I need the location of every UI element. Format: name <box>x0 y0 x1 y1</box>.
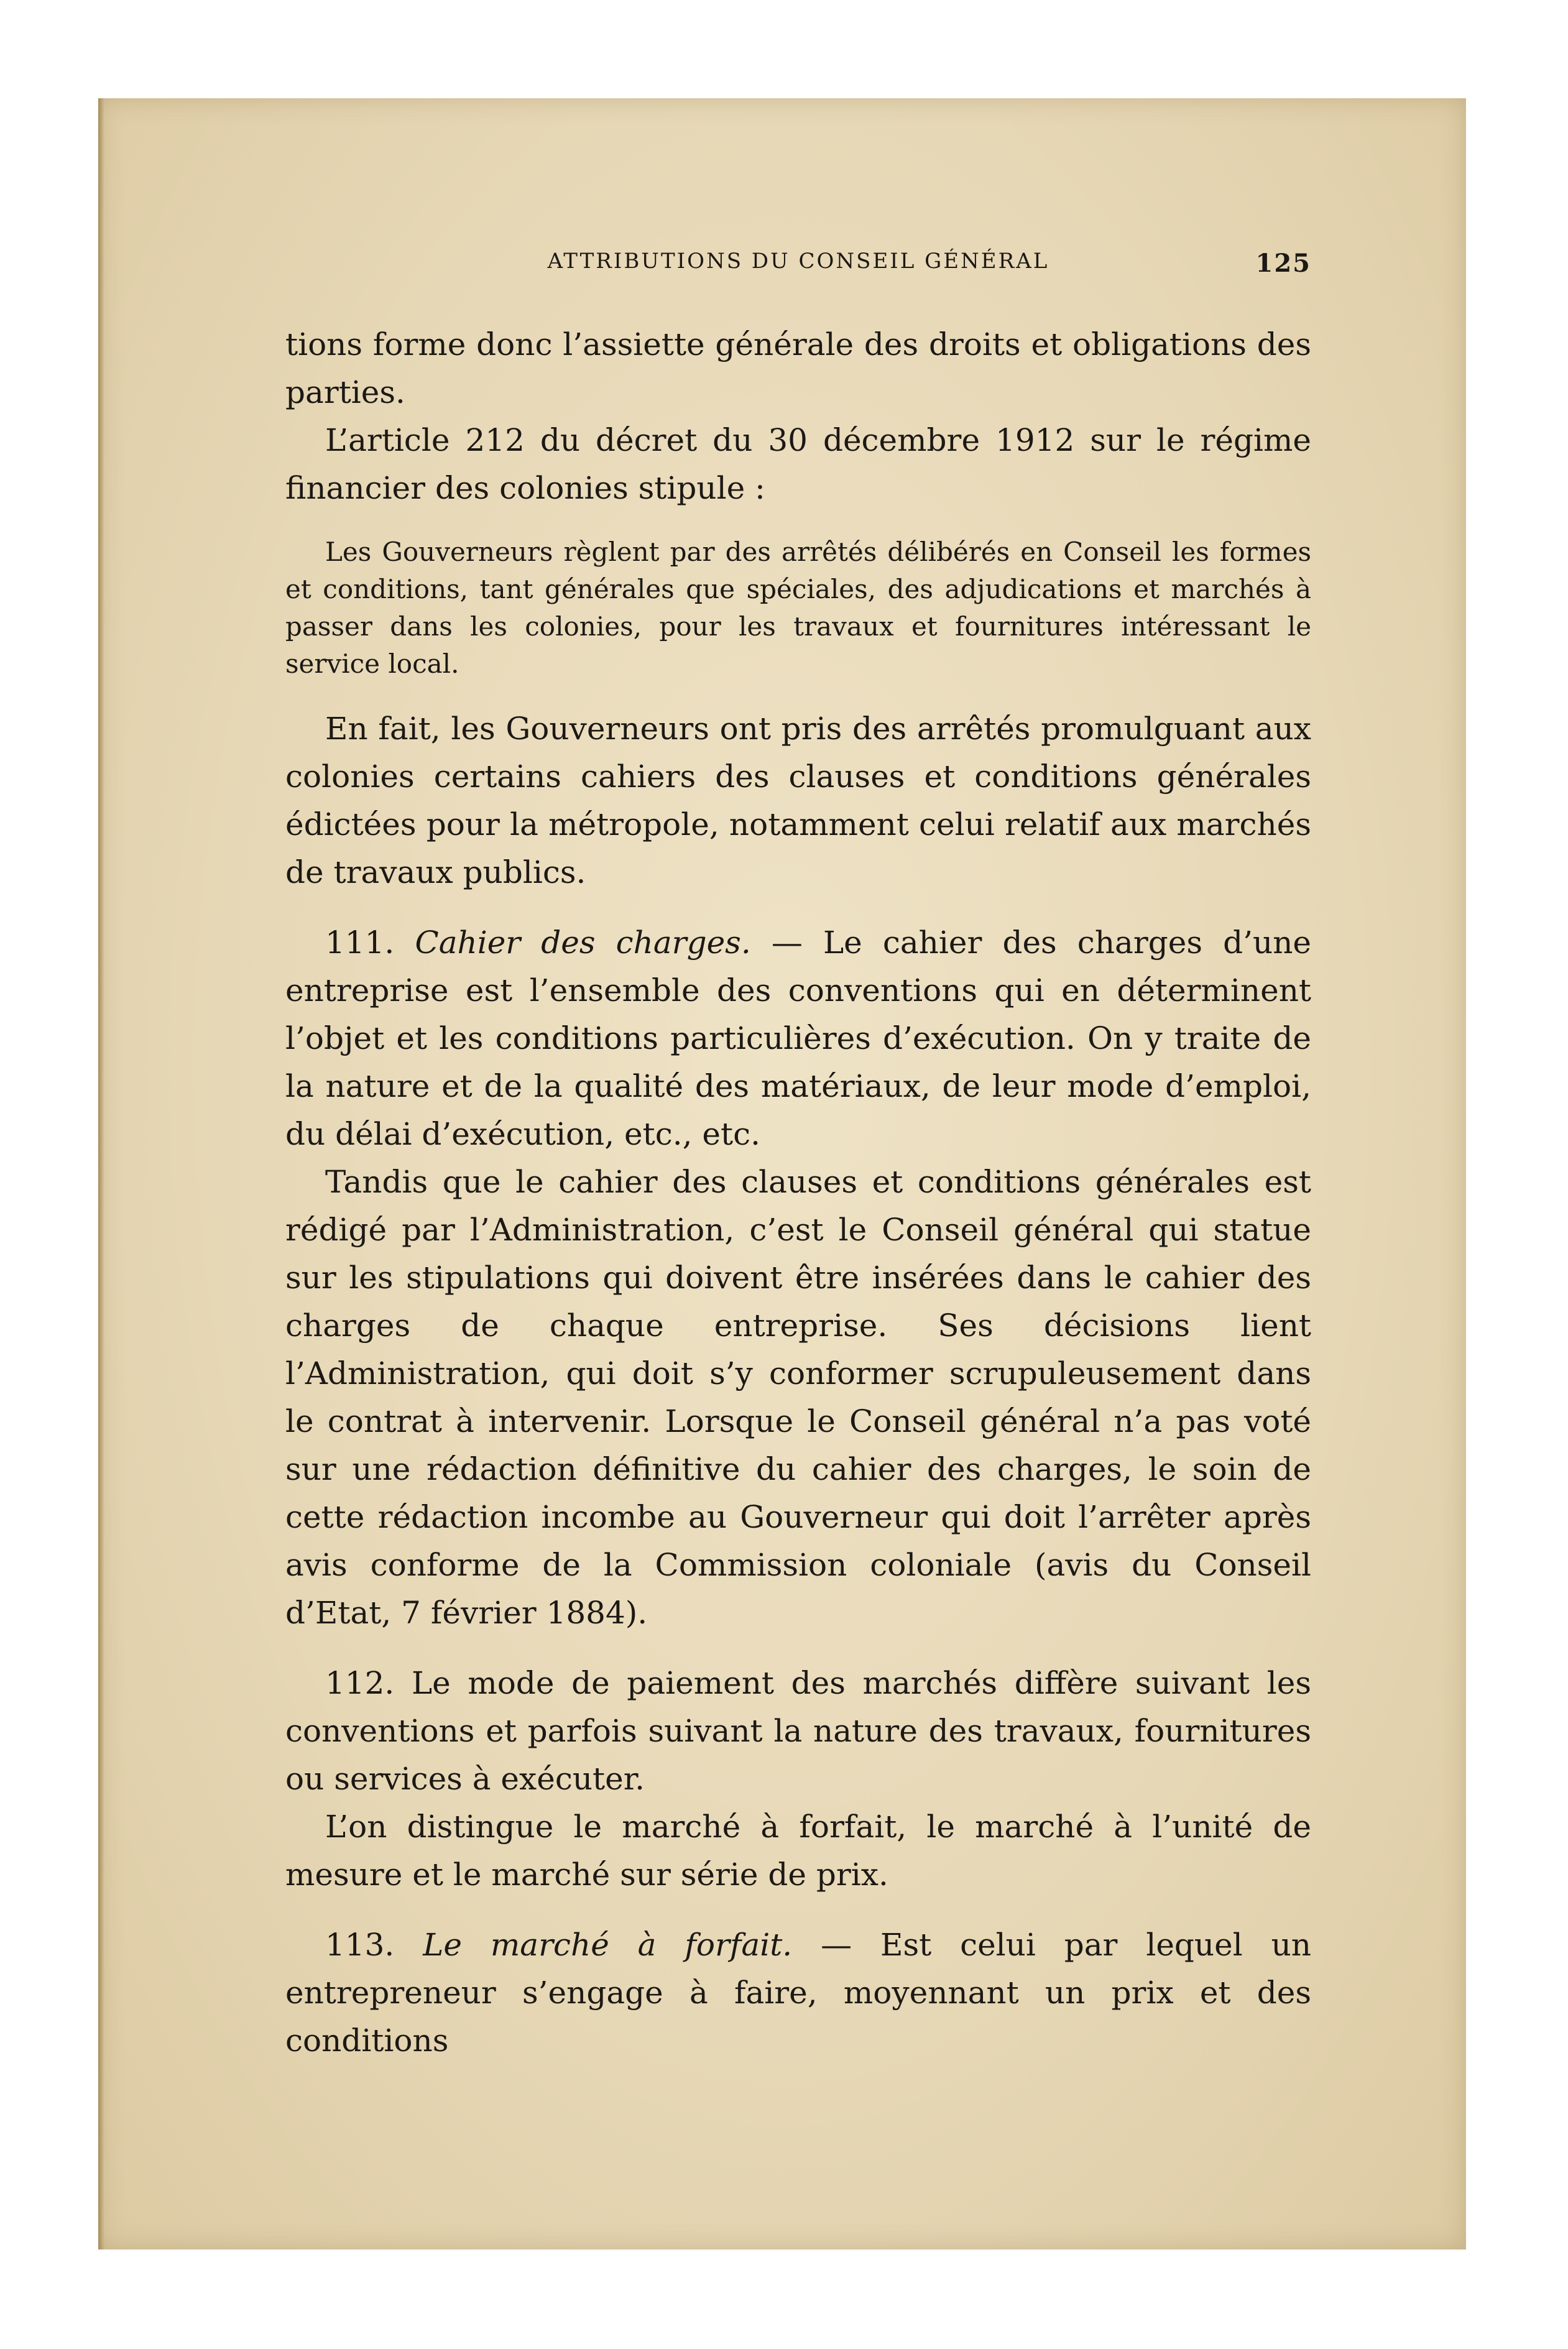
running-header <box>285 249 1311 286</box>
section-111-text: — Le cahier des charges d’une entreprise est l’ensemble des conventions qui en déterminent l’objet et les conditions particulières d’exécution. On y traite de la nature et de la qualité des matériaux, de leur mode d’emploi, du délai d’exécution, etc., etc. <box>285 925 1311 1152</box>
section-111-heading: Cahier des charges. <box>415 925 751 961</box>
quoted-article-text: Les Gouverneurs règlent par des arrêtés délibérés en Conseil les formes et conditions, tant générales que spéciales, des adjudications et marchés à passer dans les colonies, pour les travaux et fournitures intéressant le service local. <box>285 537 1311 679</box>
section-113 <box>285 1921 1311 2065</box>
section-113-number: 113. <box>325 1927 395 1963</box>
section-113-text: — Est celui par lequel un entrepreneur s’engage à faire, moyennant un prix et des conditions <box>285 1927 1311 2059</box>
paragraph-article-212: L’article 212 du décret du 30 décembre 1912 sur le régime financier des colonies stipule : <box>285 422 1311 506</box>
section-112-number: 112. <box>325 1665 395 1701</box>
page-text-block <box>285 249 1311 2065</box>
paragraph-en-fait: En fait, les Gouverneurs ont pris des arrêtés promulguant aux colonies certains cahiers des clauses et conditions générales édictées pour la métropole, notamment celui relatif aux marchés de travaux publics. <box>285 711 1311 890</box>
page-number: 125 <box>1255 249 1311 278</box>
paragraph-distinction: L’on distingue le marché à forfait, le marché à l’unité de mesure et le marché sur série de prix. <box>285 1809 1311 1893</box>
paragraph-continuation: tions forme donc l’assiette générale des droits et obligations des parties. <box>285 326 1311 410</box>
section-111 <box>285 919 1311 1158</box>
header-title: ATTRIBUTIONS DU CONSEIL GÉNÉRAL <box>547 249 1049 274</box>
page-binding-edge <box>98 98 104 2250</box>
section-111-number: 111. <box>325 925 395 961</box>
section-112 <box>285 1659 1311 1803</box>
quoted-article <box>285 533 1311 683</box>
section-113-heading: Le marché à forfait. <box>423 1927 793 1963</box>
section-112-text: Le mode de paiement des marchés diffère suivant les conventions et parfois suivant la nature des travaux, fournitures ou services à exécuter. <box>285 1665 1311 1797</box>
paragraph-tandis-que: Tandis que le cahier des clauses et conditions générales est rédigé par l’Administration, c’est le Conseil général qui statue sur les stipulations qui doivent être insérées dans le cahier des charges de chaque entreprise. Ses décisions lient l’Administration, qui doit s’y conformer scrupuleusement dans le contrat à intervenir. Lorsque le Conseil général n’a pas voté sur une rédaction définitive du cahier des charges, le soin de cette rédaction incombe au Gouverneur qui doit l’arrêter après avis conforme de la Commission coloniale (avis du Conseil d’Etat, 7 février 1884). <box>285 1164 1311 1631</box>
